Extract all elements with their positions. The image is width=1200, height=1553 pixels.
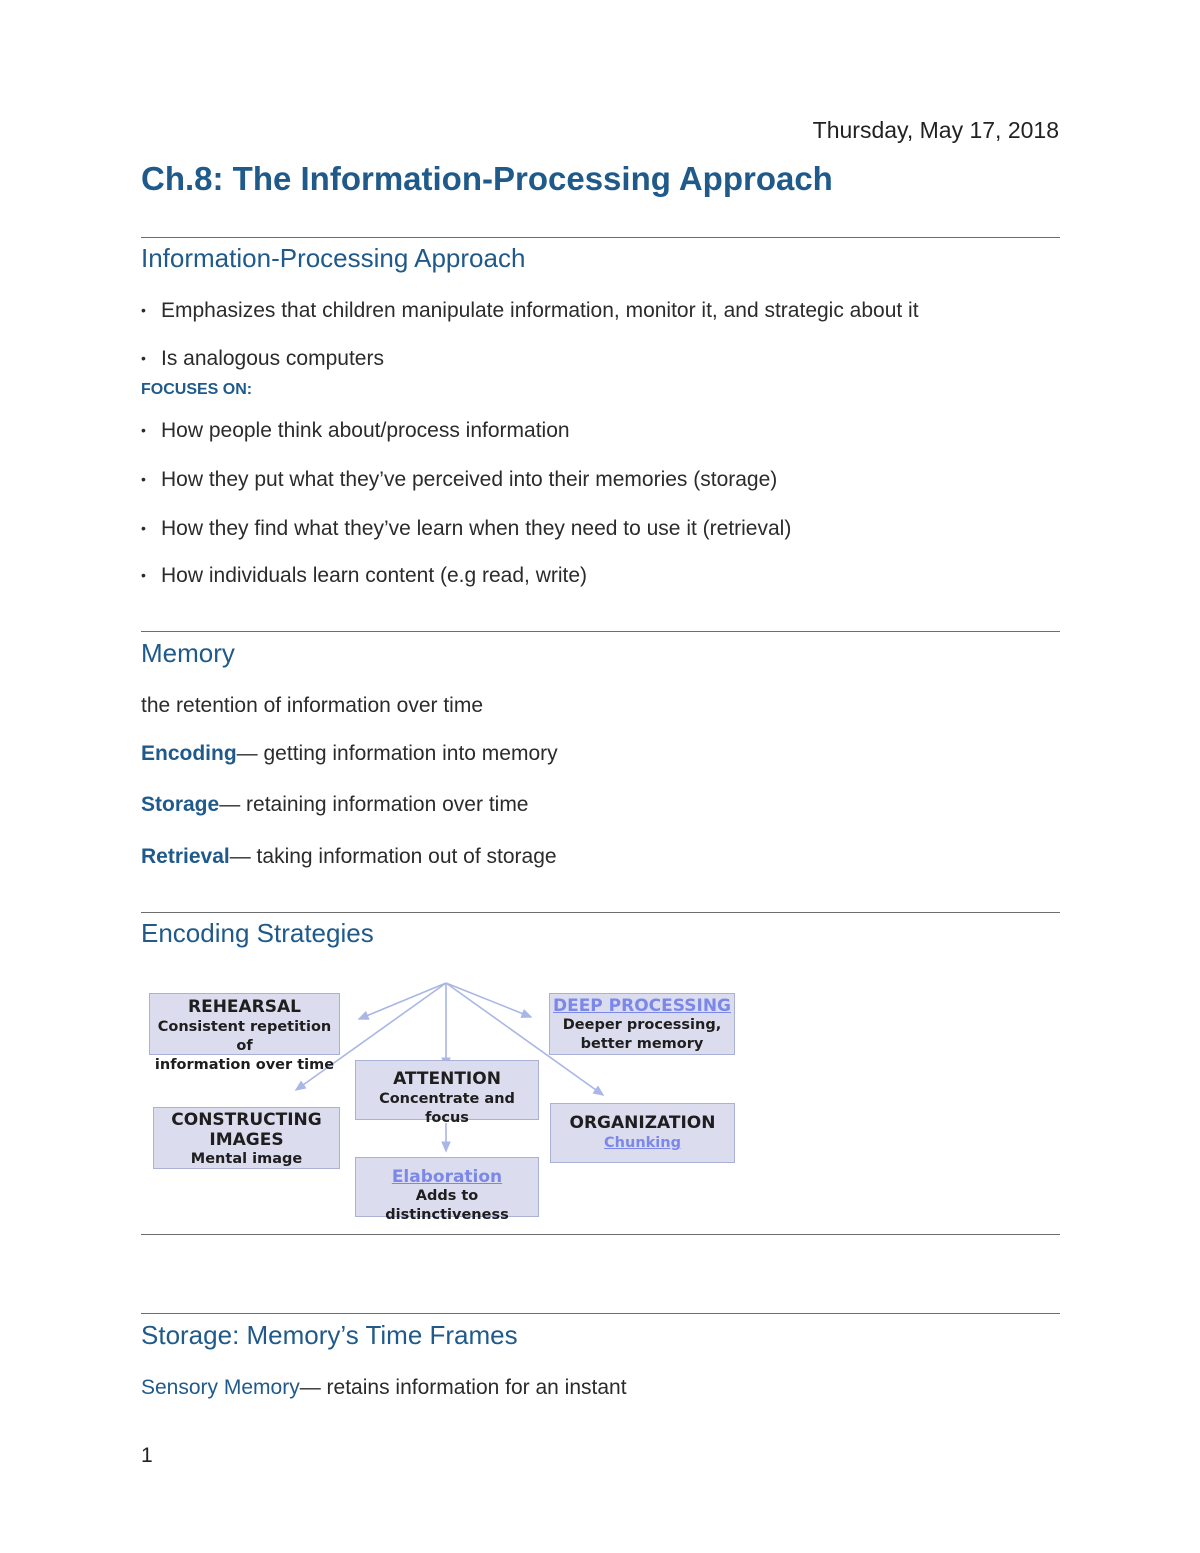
page-title: Ch.8: The Information-Processing Approach [141,160,833,197]
encoding-strategies-diagram [141,975,746,1225]
bullet-dot-icon: • [141,302,146,318]
section-divider [141,1313,1060,1314]
section-divider [141,912,1060,913]
bullet-item: • How they find what they’ve learn when they need to use it (retrieval) [141,517,792,540]
memory-definition: the retention of information over time [141,694,484,717]
section-heading-memory: Memory [141,638,235,668]
term-line: Encoding— getting information into memory [141,742,558,765]
rehearsal-box: REHEARSAL Consistent repetition of information over time [149,993,340,1055]
bullet-dot-icon: • [141,422,146,438]
bullet-dot-icon: • [141,471,146,487]
page-number: 1 [141,1444,153,1467]
section-heading-information-processing: Information-Processing Approach [141,243,526,273]
attention-box: ATTENTION Concentrate and focus [355,1060,539,1120]
term-line: Storage— retaining information over time [141,793,529,816]
bullet-dot-icon: • [141,350,146,366]
focuses-label: FOCUSES ON: [141,381,253,398]
bullet-item: • Is analogous computers [141,347,384,370]
constructing-images-box: CONSTRUCTING IMAGES Mental image [153,1107,340,1169]
bullet-dot-icon: • [141,520,146,536]
bullet-dot-icon: • [141,567,146,583]
arrow-to-deep-processing [446,983,531,1017]
header-date: Thursday, May 17, 2018 [812,117,1059,143]
bullet-item: • How they put what they’ve perceived into their memories (storage) [141,468,778,491]
section-divider [141,1234,1060,1235]
term-line: Retrieval— taking information out of storage [141,845,557,868]
deep-processing-box: DEEP PROCESSING Deeper processing, better memory [549,993,735,1055]
section-divider [141,237,1060,238]
section-divider [141,631,1060,632]
bullet-item: • How individuals learn content (e.g read, write) [141,564,588,587]
bullet-item: • How people think about/process information [141,419,570,442]
sensory-memory-line: Sensory Memory— retains information for an instant [141,1376,627,1399]
term-label: Retrieval [141,845,230,868]
term-label: Encoding [141,742,237,765]
bullet-item: • Emphasizes that children manipulate information, monitor it, and strategic about it [141,299,919,322]
elaboration-box: Elaboration Adds to distinctiveness [355,1157,539,1217]
term-label: Storage [141,793,220,816]
term-label: Sensory Memory [141,1376,300,1399]
organization-box: ORGANIZATION Chunking [550,1103,735,1163]
section-heading-storage: Storage: Memory’s Time Frames [141,1320,518,1350]
section-heading-encoding-strategies: Encoding Strategies [141,918,374,948]
